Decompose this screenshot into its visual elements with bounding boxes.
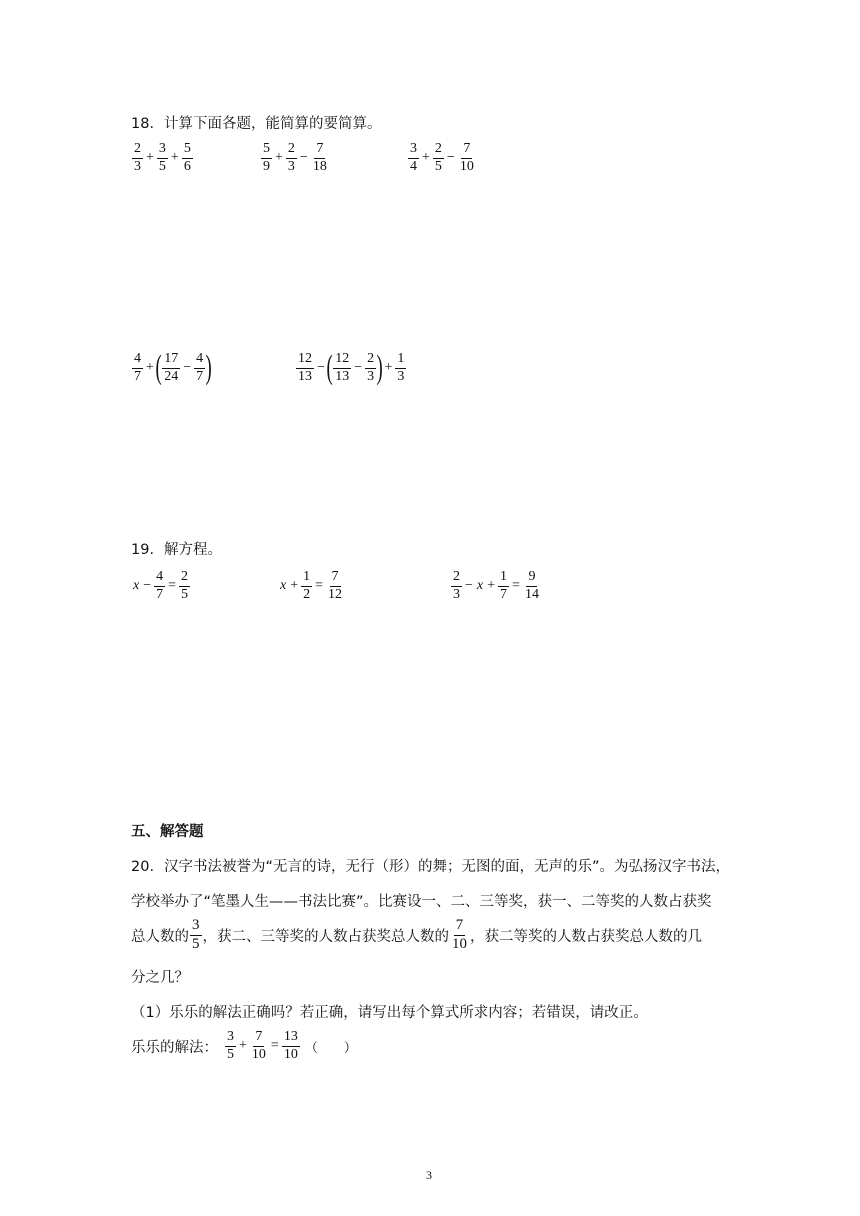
q20-line-3-text-a: 总人数的 <box>131 928 189 945</box>
fraction: $\frac{2}{3}$ <box>367 351 375 384</box>
fraction: $\frac{7}{10}$ <box>459 141 474 174</box>
variable-x: x <box>280 578 287 594</box>
q20-line-2: 学校举办了“笔墨人生——书法比赛”。比赛设一、二、三等奖，获一、二等奖的人数占获奖 <box>131 894 712 910</box>
fraction: $\frac{2}{3}$ <box>134 141 141 174</box>
left-paren: ( <box>326 349 333 387</box>
section-heading: 五、解答题 <box>131 824 204 840</box>
q18-expression-4: $\frac{4}{7}$ + ( $\frac{17}{24}$ − $\frac{4}{7}$ ) <box>134 349 212 387</box>
fraction: $\frac{1}{3}$ <box>397 351 405 384</box>
fraction: $\frac{1}{2}$ <box>303 569 311 602</box>
fraction: $\frac{2}{3}$ <box>287 141 295 174</box>
right-paren: ) <box>205 349 212 387</box>
q18-expression-1: $\frac{2}{3}$ + $\frac{3}{5}$ + $\frac{5}{6}$ <box>134 141 191 174</box>
q20-line-4: 分之几？ <box>131 970 189 986</box>
q18-expression-2: $\frac{5}{9}$ + $\frac{2}{3}$ − $\frac{7}{18}$ <box>263 141 327 174</box>
q20-line-3 <box>131 918 702 953</box>
fraction: $\frac{1}{7}$ <box>500 569 508 602</box>
answer-blank: （ ） <box>304 1040 357 1056</box>
page-number: 3 <box>426 1168 432 1182</box>
fraction: $\frac{3}{5}$ <box>158 141 166 174</box>
fraction: $\frac{3}{4}$ <box>410 141 417 174</box>
fraction: $\frac{12}{13}$ <box>335 351 350 384</box>
q20-line-1: 20．汉字书法被誉为“无言的诗，无行（形）的舞；无图的面，无声的乐”。为弘扬汉字书法， <box>131 859 730 875</box>
q20-solution <box>131 1030 357 1062</box>
right-paren: ) <box>376 349 383 387</box>
fraction: $\frac{12}{13}$ <box>298 351 312 384</box>
q18-expression-5: $\frac{12}{13}$ − ( $\frac{12}{13}$ − $\frac{2}{3}$ ) + $\frac{1}{3}$ <box>298 349 405 387</box>
variable-x: x <box>133 578 140 594</box>
q19-title: 19．解方程。 <box>131 542 222 558</box>
fraction: $\frac{2}{5}$ <box>181 569 189 602</box>
fraction: $\frac{9}{14}$ <box>524 569 539 602</box>
fraction: $\frac{4}{7}$ <box>134 351 141 384</box>
fraction: $\frac{2}{3}$ <box>453 569 460 602</box>
fraction-three-fifths: $\frac{3}{5}$ <box>192 917 200 952</box>
q20-subquestion-1: （1）乐乐的解法正确吗？若正确，请写出每个算式所求内容；若错误，请改正。 <box>131 1005 648 1021</box>
fraction: $\frac{5}{9}$ <box>263 141 270 174</box>
solution-label: 乐乐的解法： <box>131 1039 218 1056</box>
fraction: $\frac{7}{18}$ <box>312 141 327 174</box>
fraction: $\frac{17}{24}$ <box>164 351 179 384</box>
q19-equation-3: $\frac{2}{3}$ − x + $\frac{1}{7}$ = $\frac{9}{14}$ <box>453 569 539 602</box>
q19-equation-1: x − $\frac{4}{7}$ = $\frac{2}{5}$ <box>133 569 189 602</box>
fraction: $\frac{2}{5}$ <box>434 141 442 174</box>
solution-expression: $\frac{3}{5}$ + $\frac{7}{10}$ = $\frac{13}{10}$ <box>227 1029 298 1062</box>
q20-line-3-text-c: ，获二等奖的人数占获奖总人数的几 <box>470 928 702 945</box>
fraction: $\frac{7}{10}$ <box>251 1029 266 1062</box>
q20-line-3-text-b: ，获二、三等奖的人数占获奖总人数的 <box>202 928 449 945</box>
variable-x: x <box>476 578 484 594</box>
fraction: $\frac{13}{10}$ <box>283 1029 298 1062</box>
fraction: $\frac{4}{7}$ <box>156 569 164 602</box>
fraction-seven-tenths: $\frac{7}{10}$ <box>452 917 467 952</box>
fraction: $\frac{7}{12}$ <box>328 569 343 602</box>
fraction: $\frac{4}{7}$ <box>196 351 204 384</box>
q19-equation-2: x + $\frac{1}{2}$ = $\frac{7}{12}$ <box>280 569 343 602</box>
fraction: $\frac{5}{6}$ <box>183 141 191 174</box>
left-paren: ( <box>155 349 162 387</box>
q18-title: 18．计算下面各题，能简算的要简算。 <box>131 116 382 132</box>
fraction: $\frac{3}{5}$ <box>227 1029 234 1062</box>
q18-expression-3: $\frac{3}{4}$ + $\frac{2}{5}$ − $\frac{7}{10}$ <box>410 141 474 174</box>
